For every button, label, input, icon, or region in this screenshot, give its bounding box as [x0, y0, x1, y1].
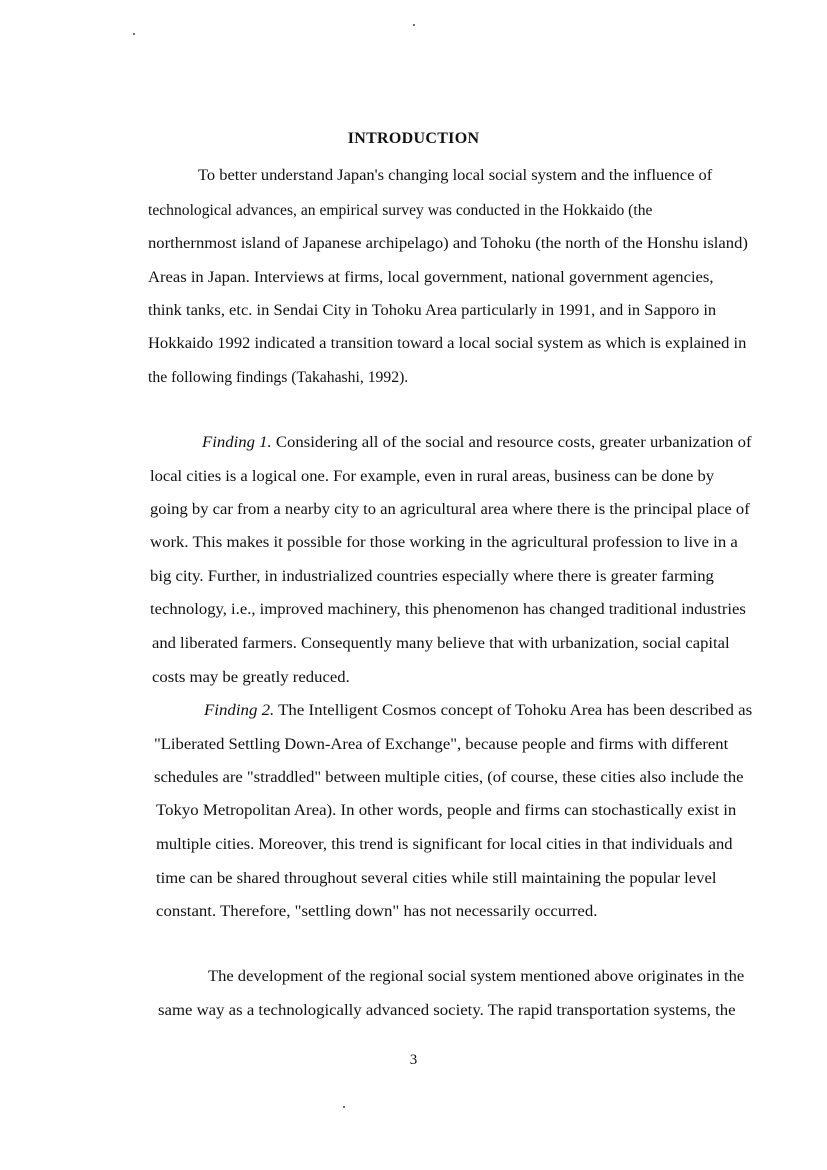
- finding-2-line: "Liberated Settling Down-Area of Exchange", because people and firms with different: [154, 736, 729, 753]
- finding-2-label: Finding 2.: [204, 702, 275, 719]
- finding-1-line: work. This makes it possible for those working in the agricultural profession to live in a: [150, 534, 738, 551]
- finding-2-text: The Intelligent Cosmos concept of Tohoku Area has been described as: [274, 702, 753, 719]
- finding-2-line: multiple cities. Moreover, this trend is significant for local cities in that individuals and: [156, 836, 733, 853]
- finding-1-line: big city. Further, in industrialized countries especially where there is greater farming: [150, 568, 714, 585]
- paragraph-1-line: Areas in Japan. Interviews at firms, local government, national government agencies,: [148, 269, 714, 286]
- finding-1-text: Considering all of the social and resource costs, greater urbanization of: [271, 434, 752, 451]
- paragraph-last-line: same way as a technologically advanced society. The rapid transportation systems, the: [158, 1002, 736, 1019]
- paragraph-1-line: the following findings (Takahashi, 1992).: [148, 369, 409, 386]
- page-number: 3: [409, 1052, 418, 1068]
- finding-2-first-line: [204, 701, 752, 721]
- scan-speck: [343, 1106, 345, 1108]
- finding-1-first-line: [202, 433, 752, 453]
- finding-1-line: technology, i.e., improved machinery, this phenomenon has changed traditional industries: [150, 601, 746, 618]
- finding-2-line: time can be shared throughout several cities while still maintaining the popular level: [156, 870, 717, 887]
- finding-2-line: schedules are "straddled" between multiple cities, (of course, these cities also include the: [154, 769, 744, 786]
- paragraph-1-line: To better understand Japan's changing local social system and the influence of: [198, 167, 713, 184]
- scan-speck: [133, 33, 135, 35]
- finding-1-line: costs may be greatly reduced.: [152, 669, 350, 686]
- paragraph-1-line: Hokkaido 1992 indicated a transition toward a local social system as which is explained in: [148, 335, 747, 352]
- paragraph-last-line: The development of the regional social system mentioned above originates in the: [208, 968, 745, 985]
- paragraph-1-line: technological advances, an empirical survey was conducted in the Hokkaido (the: [148, 202, 653, 219]
- paragraph-1-line: northernmost island of Japanese archipelago) and Tohoku (the north of the Honshu island): [148, 235, 748, 252]
- finding-1-line: going by car from a nearby city to an agricultural area where there is the principal place of: [150, 501, 750, 518]
- finding-1-line: and liberated farmers. Consequently many believe that with urbanization, social capital: [152, 635, 730, 652]
- finding-2-line: Tokyo Metropolitan Area). In other words, people and firms can stochastically exist in: [156, 802, 737, 819]
- scan-speck: [413, 24, 415, 26]
- section-title: INTRODUCTION: [347, 130, 480, 147]
- finding-1-line: local cities is a logical one. For example, even in rural areas, business can be done by: [150, 468, 714, 485]
- finding-2-line: constant. Therefore, "settling down" has not necessarily occurred.: [156, 903, 598, 920]
- paragraph-1-line: think tanks, etc. in Sendai City in Tohoku Area particularly in 1991, and in Sapporo in: [148, 302, 717, 319]
- finding-1-label: Finding 1.: [202, 434, 272, 451]
